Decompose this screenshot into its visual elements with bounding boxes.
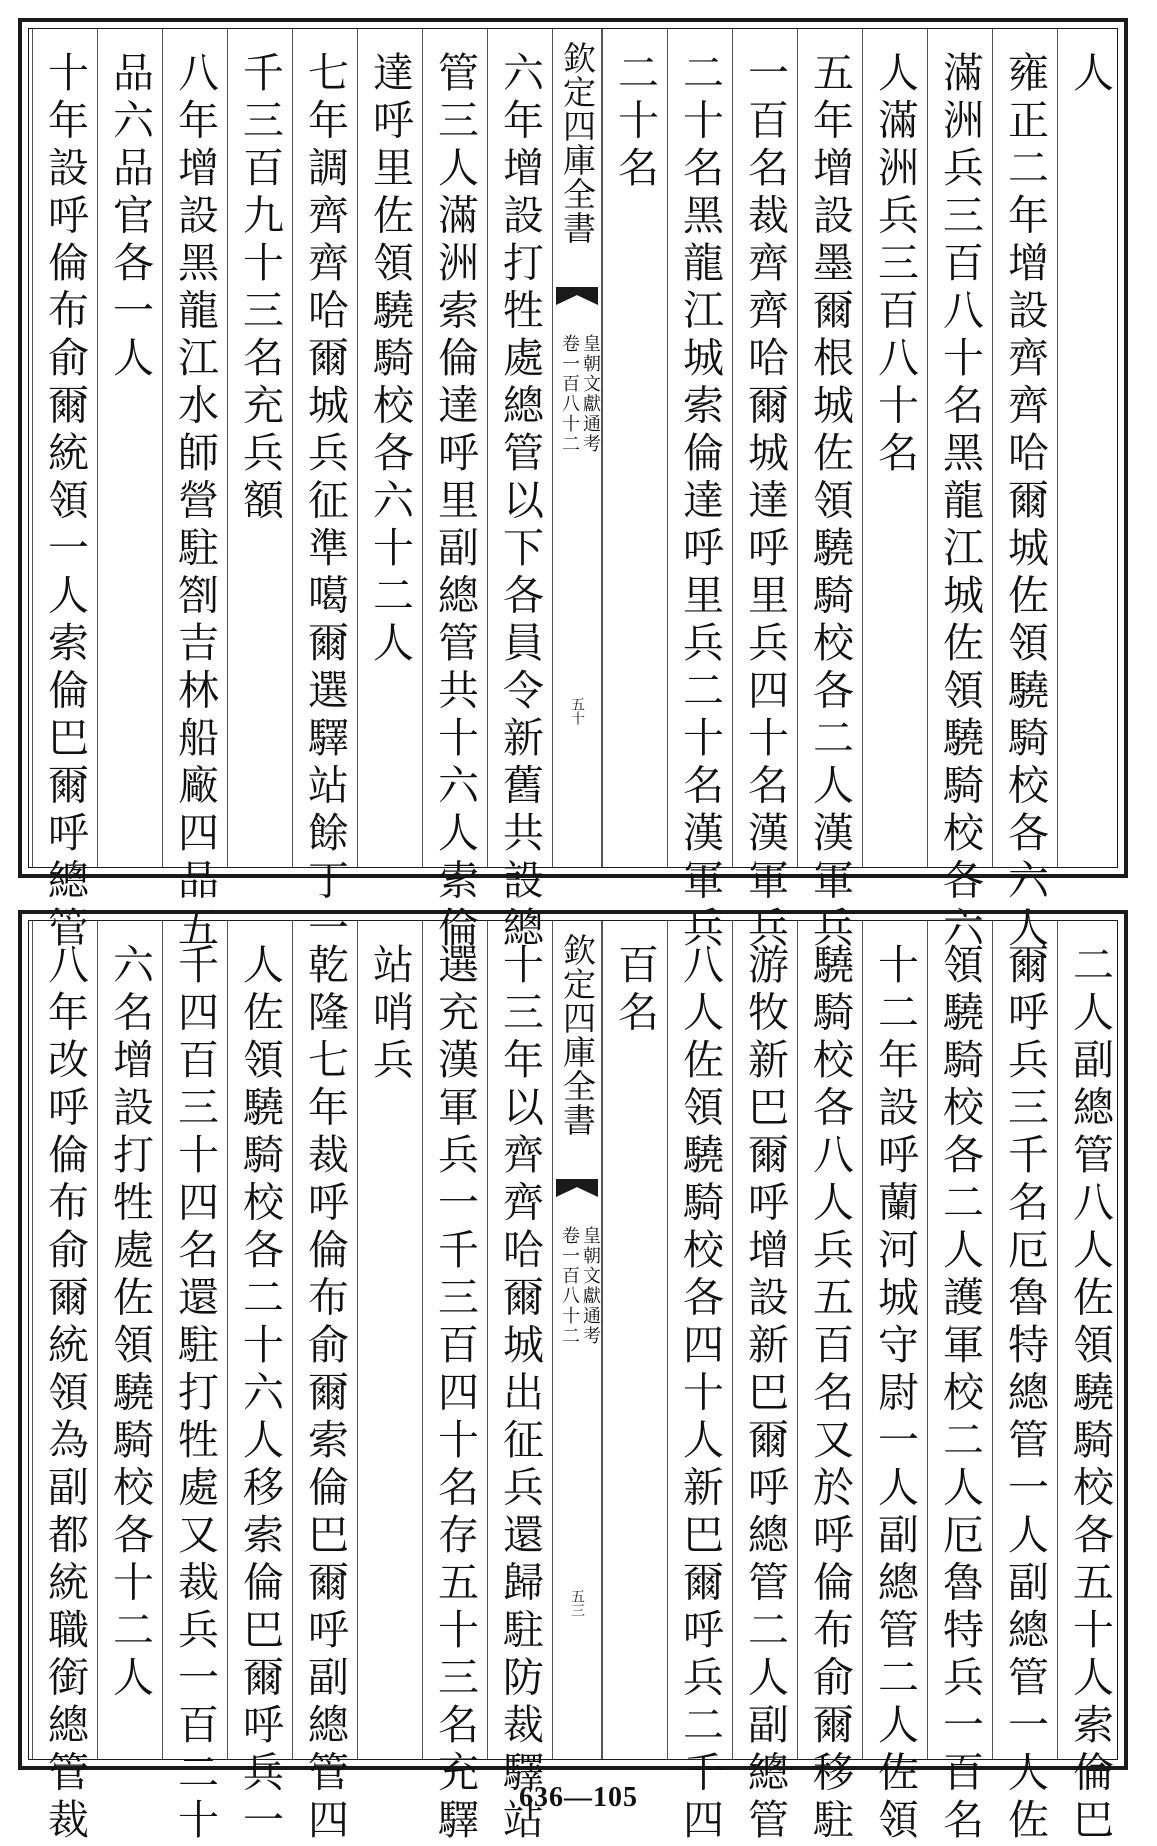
text-column: 人滿洲兵三百八十名	[862, 29, 927, 867]
collection-title: 欽定四庫全書	[558, 41, 597, 245]
leaf-number: 五十	[569, 697, 585, 725]
text-column: 二十名	[602, 29, 667, 867]
text-column: 一百名裁齊齊哈爾城達呼里兵四十名漢軍兵	[732, 29, 797, 867]
text-column: 五年增設墨爾根城佐領驍騎校各二人漢軍兵	[797, 29, 862, 867]
text-column: 驍騎校各八人兵五百名又於呼倫布俞爾移駐	[797, 921, 862, 1759]
text-column: 八人佐領驍騎校各四十人新巴爾呼兵二千四	[667, 921, 732, 1759]
text-column: 十年設呼倫布俞爾統領一人索倫巴爾呼總管	[32, 29, 97, 867]
text-column: 六年增設打牲處總管以下各員令新舊共設總	[487, 29, 552, 867]
collection-title: 欽定四庫全書	[558, 933, 597, 1137]
text-column: 千四百三十四名還駐打牲處又裁兵一百二十	[162, 921, 227, 1759]
center-fold-column	[552, 29, 602, 867]
page-frame	[28, 28, 1118, 954]
text-column: 達呼里佐領驍騎校各六十二人	[357, 29, 422, 867]
text-column: 七年調齊齊哈爾城兵征準噶爾選驛站餘丁一	[292, 29, 357, 867]
text-column: 滿洲兵三百八十名黑龍江城佐領驍騎校各六	[927, 29, 992, 867]
text-column: 雍正二年增設齊齊哈爾城佐領驍騎校各六人	[992, 29, 1057, 867]
text-column: 十三年以齊齊哈爾城出征兵還歸駐防裁驛站	[487, 921, 552, 1759]
text-column: 十二年設呼蘭河城守尉一人副總管二人佐領	[862, 921, 927, 1759]
text-column: 站哨兵	[357, 921, 422, 1759]
text-column: 乾隆七年裁呼倫布俞爾索倫巴爾呼副總管四	[292, 921, 357, 1759]
text-column: 人	[1057, 29, 1122, 867]
text-column: 六名增設打牲處佐領驍騎校各十二人	[97, 921, 162, 1759]
text-column: 千三百九十三名充兵額	[227, 29, 292, 867]
text-column: 爾呼兵三千名厄魯特總管一人副總管一人佐	[992, 921, 1057, 1759]
page-upper	[18, 18, 1128, 954]
book-title: 皇朝文獻通考 卷一百八十二	[559, 334, 601, 454]
fishtail-mark	[556, 1179, 598, 1197]
text-column: 游牧新巴爾呼增設新巴爾呼總管二人副總管	[732, 921, 797, 1759]
text-column: 八年增設黑龍江水師營駐劄吉林船廠四品五	[162, 29, 227, 867]
fishtail-mark	[556, 287, 598, 305]
text-column: 人佐領驍騎校各二十六人移索倫巴爾呼兵一	[227, 921, 292, 1759]
leaf-number: 五三	[569, 1589, 585, 1617]
text-column: 二人副總管八人佐領驍騎校各五十人索倫巴	[1057, 921, 1122, 1759]
text-column: 選充漢軍兵一千三百四十名存五十三名充驛	[422, 921, 487, 1759]
text-column: 二十名黑龍江城索倫達呼里兵二十名漢軍兵	[667, 29, 732, 867]
text-column: 百名	[602, 921, 667, 1759]
center-fold-column	[552, 921, 602, 1759]
book-title: 皇朝文獻通考 卷一百八十二	[559, 1226, 601, 1346]
text-column: 管三人滿洲索倫達呼里副總管共十六人索倫	[422, 29, 487, 867]
page-number: 636—105	[519, 1782, 638, 1813]
text-column: 八年改呼倫布俞爾統領為副都統職銜總管裁	[32, 921, 97, 1759]
text-column: 領驍騎校各二人護軍校二人厄魯特兵一百名	[927, 921, 992, 1759]
text-column: 品六品官各一人	[97, 29, 162, 867]
